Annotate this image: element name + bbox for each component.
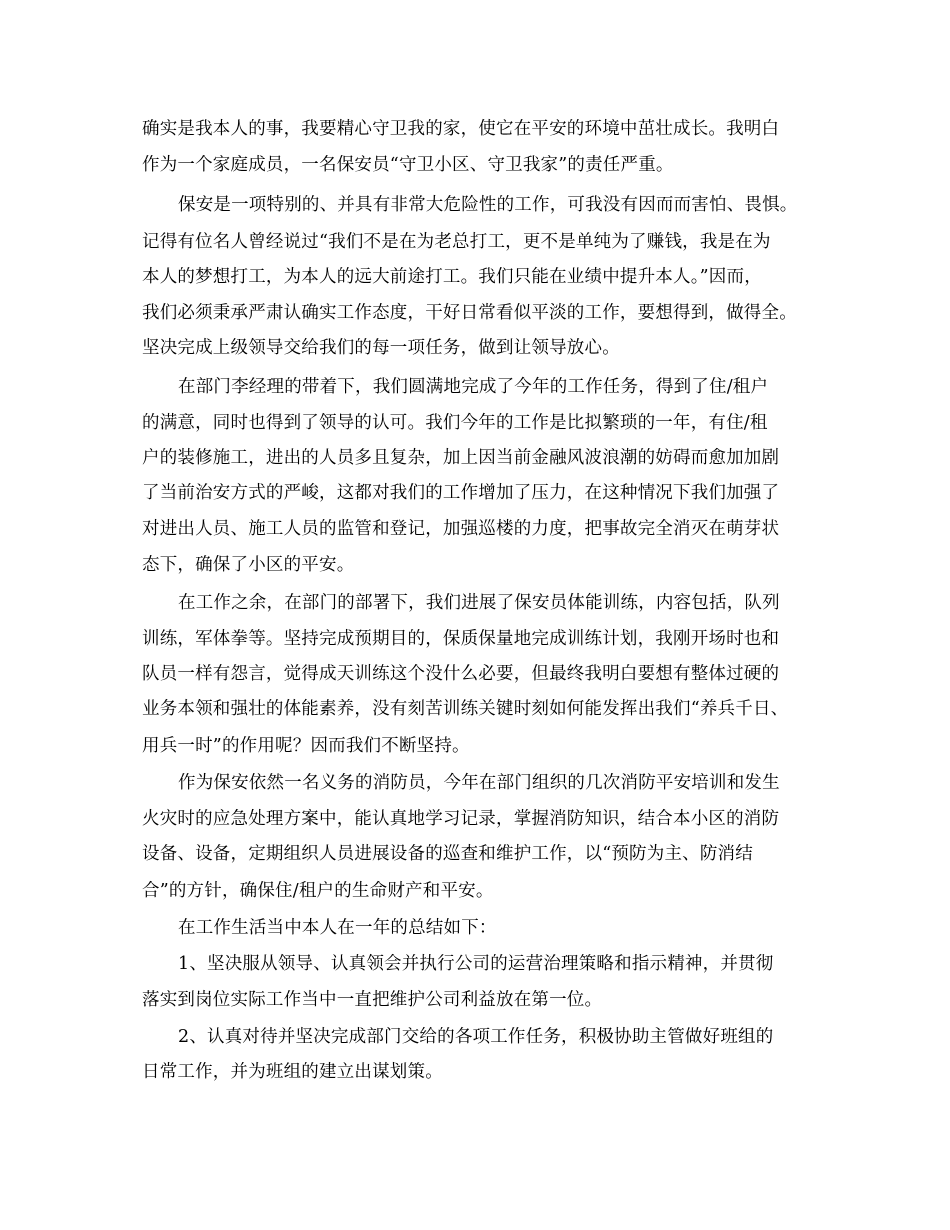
text-line: 队员一样有怨言，觉得成天训练这个没什么必要，但最终我明白要想有整体过硬的 (142, 664, 780, 684)
text-line: 本人的梦想打工，为本人的远大前途打工。我们只能在业绩中提升本人。”因而， (142, 267, 762, 287)
text-line: 在工作生活当中本人在一年的总结如下： (178, 918, 497, 938)
text-line: 对进出人员、施工人员的监管和登记，加强巡楼的力度，把事故完全消灭在萌芽状 (142, 519, 780, 539)
text-line: 落实到岗位实际工作当中一直把维护公司利益放在第一位。 (142, 990, 603, 1010)
text-line: 我们必须秉承严肃认确实工作态度，干好日常看似平淡的工作，要想得到，做得全。 (142, 303, 797, 323)
text-line: 了当前治安方式的严峻，这都对我们的工作增加了压力，在这种情况下我们加强了 (142, 483, 780, 503)
text-line: 合”的方针，确保住/租户的生命财产和平安。 (142, 881, 494, 901)
text-line: 户的装修施工，进出的人员多且复杂，加上因当前金融风波浪潮的妨碍而愈加加剧 (142, 448, 780, 468)
text-line: 在工作之余，在部门的部署下，我们进展了保安员体能训练，内容包括，队列 (178, 593, 780, 613)
text-line: 坚决完成上级领导交给我们的每一项任务，做到让领导放心。 (142, 338, 620, 358)
text-line: 保安是一项特别的、并具有非常大危险性的工作，可我没有因而而害怕、畏惧。 (178, 195, 798, 215)
text-line: 2、认真对待并坚决完成部门交给的各项工作任务，积极协助主管做好班组的 (178, 1027, 774, 1047)
text-line: 训练，军体拳等。坚持完成预期目的，保质保量地完成训练计划，我刚开场时也和 (142, 629, 780, 649)
text-line: 1、坚决服从领导、认真领会并执行公司的运营治理策略和指示精神，并贯彻 (178, 954, 774, 974)
text-line: 的满意，同时也得到了领导的认可。我们今年的工作是比拟繁琐的一年，有住/租 (142, 413, 768, 433)
text-line: 记得有位名人曾经说过“我们不是在为老总打工，更不是单纯为了赚钱，我是在为 (142, 232, 771, 252)
text-line: 态下，确保了小区的平安。 (142, 555, 355, 575)
text-line: 在部门李经理的带着下，我们圆满地完成了今年的工作任务，得到了住/租户 (178, 377, 769, 397)
text-line: 作为保安依然一名义务的消防员，今年在部门组织的几次消防平安培训和发生 (178, 773, 780, 793)
text-line: 日常工作，并为班组的建立出谋划策。 (142, 1062, 443, 1082)
text-line: 确实是我本人的事，我要精心守卫我的家，使它在平安的环境中茁壮成长。我明白 (142, 119, 780, 139)
text-line: 作为一个家庭成员，一名保安员“守卫小区、守卫我家”的责任严重。 (142, 155, 674, 175)
text-line: 火灾时的应急处理方案中，能认真地学习记录，掌握消防知识，结合本小区的消防 (142, 809, 780, 829)
text-line: 业务本领和强壮的体能素养，没有刻苦训练关键时刻如何能发挥出我们“养兵千日、 (142, 699, 789, 719)
text-line: 设备、设备，定期组织人员进展设备的巡查和维护工作，以“预防为主、防消结 (142, 844, 753, 864)
text-line: 用兵一时”的作用呢？因而我们不断坚持。 (142, 736, 470, 756)
